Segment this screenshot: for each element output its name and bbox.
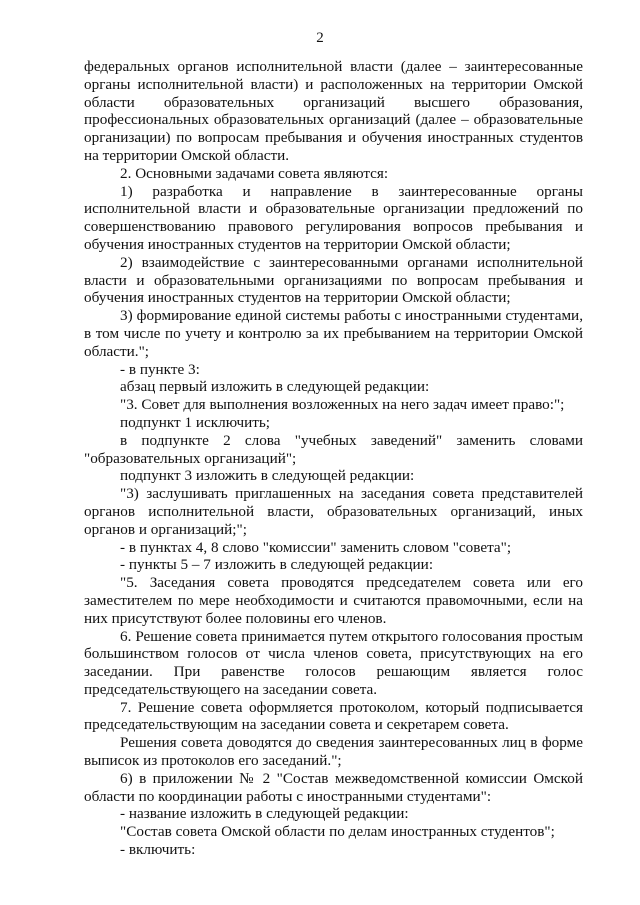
paragraph: в подпункте 2 слова "учебных заведений" заменить словами "образовательных организаций"; <box>84 431 583 467</box>
paragraph: 2) взаимодействие с заинтересованными органами исполнительной власти и образовательными организациями по вопросам пребывания и обучения иностранных студентов на территории Омской области; <box>84 253 583 307</box>
page-number: 2 <box>316 30 324 46</box>
paragraph: Решения совета доводятся до сведения заинтересованных лиц в форме выписок из протоколов его заседаний."; <box>84 734 583 770</box>
paragraph: федеральных органов исполнительной власти (далее – заинтересованные органы исполнительной власти) и расположенных на территории Омской области образовательных организаций высшего образования, профессиональных образовательных организаций (далее – образовательные организации) по вопросам пребывания и обучения иностранных студентов на территории Омской области. <box>84 58 583 164</box>
paragraph: - включить: <box>120 841 196 859</box>
paragraph: - название изложить в следующей редакции: <box>120 805 409 823</box>
paragraph: подпункт 3 изложить в следующей редакции: <box>120 467 415 485</box>
paragraph: - пункты 5 – 7 изложить в следующей редакции: <box>120 556 434 574</box>
paragraph: "Состав совета Омской области по делам иностранных студентов"; <box>120 823 555 841</box>
paragraph: 1) разработка и направление в заинтересованные органы исполнительной власти и образовательные организации предложений по совершенствованию правового регулирования вопросов пребывания и обучения иностранных студентов на территории Омской области; <box>84 182 583 253</box>
paragraph: - в пункте 3: <box>120 360 200 378</box>
paragraph: "3. Совет для выполнения возложенных на него задач имеет право:"; <box>120 396 565 414</box>
paragraph: 6) в приложении № 2 "Состав межведомственной комиссии Омской области по координации работы с иностранными студентами": <box>84 769 583 805</box>
paragraph: 3) формирование единой системы работы с иностранными студентами, в том числе по учету и контролю за их пребыванием на территории Омской области."; <box>84 307 583 360</box>
paragraph: - в пунктах 4, 8 слово "комиссии" заменить словом "совета"; <box>120 538 512 556</box>
paragraph: 7. Решение совета оформляется протоколом, который подписывается председательствующим на заседании совета и секретарем совета. <box>84 698 583 734</box>
paragraph: 2. Основными задачами совета являются: <box>120 164 389 182</box>
paragraph: абзац первый изложить в следующей редакции: <box>120 378 430 396</box>
paragraph: 6. Решение совета принимается путем открытого голосования простым большинством голосов от числа членов совета, присутствующих на его заседании. При равенстве голосов решающим является голос председательствующего на заседании совета. <box>84 627 583 698</box>
paragraph: "3) заслушивать приглашенных на заседания совета представителей органов исполнительной власти, образовательных организаций, иных органов и организаций;"; <box>84 485 583 538</box>
body-text <box>84 58 583 859</box>
paragraph: подпункт 1 исключить; <box>120 413 271 431</box>
paragraph: "5. Заседания совета проводятся председателем совета или его заместителем по мере необходимости и считаются правомочными, если на них присутствуют более половины его членов. <box>84 574 583 627</box>
